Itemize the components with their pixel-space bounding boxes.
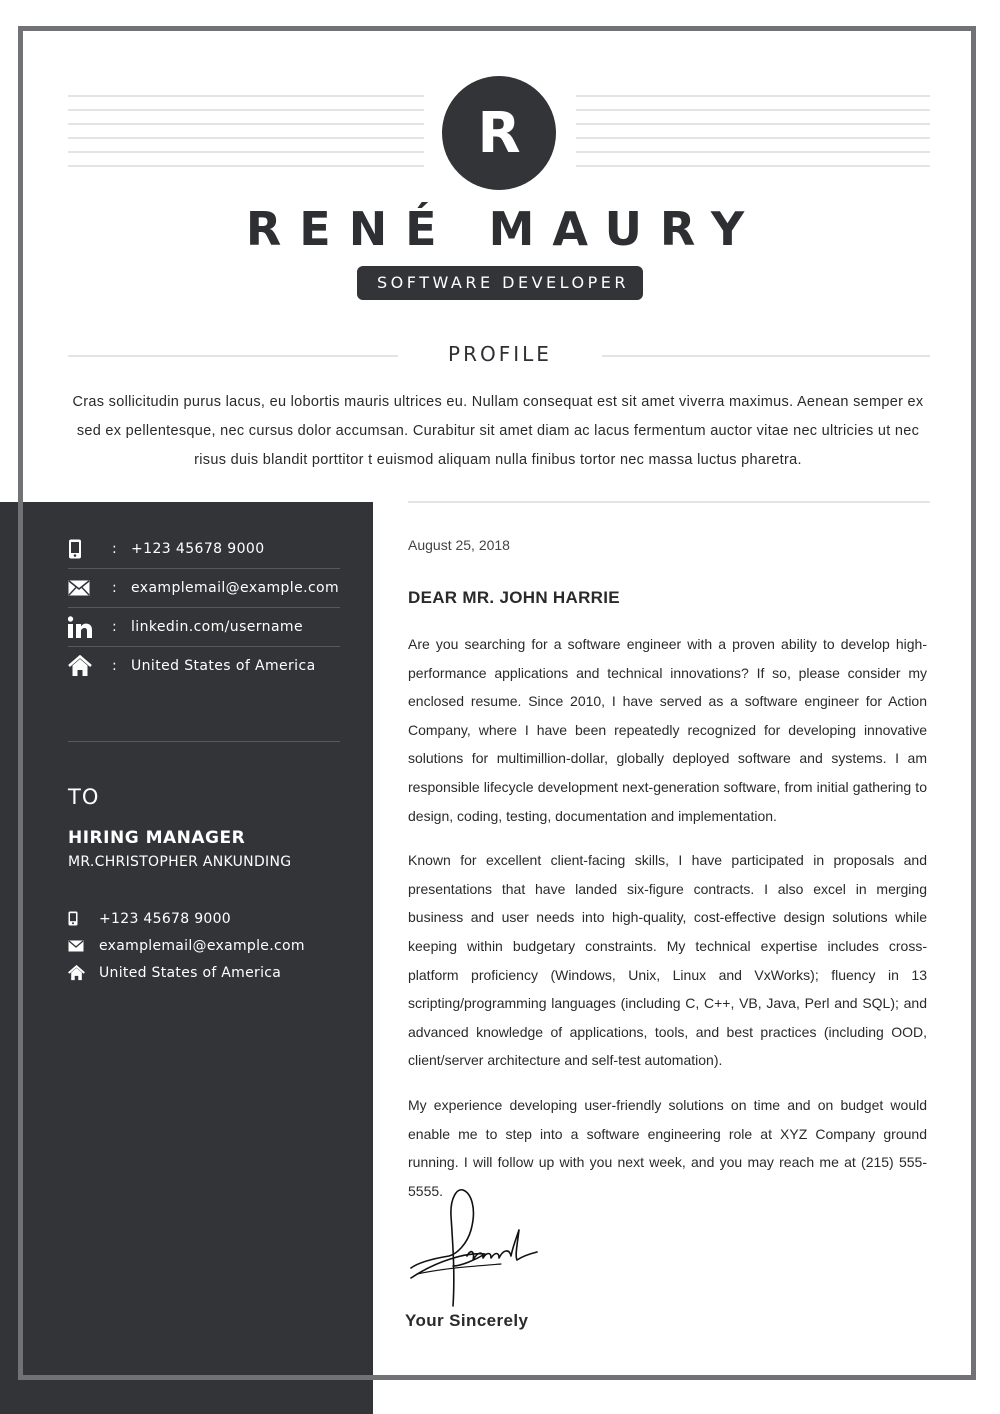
contact-linkedin: linkedin.com/username [131,619,303,635]
home-icon [68,965,99,981]
phone-icon [68,539,98,559]
header-stripes-left [68,95,424,165]
sidebar-divider [68,741,340,742]
contact-row-address: : United States of America [68,647,340,685]
letter-paragraph: My experience developing user-friendly solutions on time and on budget would enable me to step into a software engineering role at XYZ Company ground running. I will follow up with you next week, and you may reach me at (215) 555-5555. [408,1096,927,1199]
contact-phone: +123 45678 9000 [131,541,265,557]
linkedin-icon [68,616,98,638]
phone-icon [68,911,99,926]
letter-salutation: DEAR MR. JOHN HARRIE [408,588,620,607]
recipient-address: United States of America [99,964,282,981]
profile-heading: PROFILE [448,342,552,366]
contact-address: United States of America [131,658,316,674]
home-icon [68,655,98,677]
recipient-title: HIRING MANAGER [68,828,246,848]
handwritten-signature [405,1186,545,1314]
contact-row-linkedin: : linkedin.com/username [68,608,340,647]
mail-icon [68,940,99,952]
recipient-row-address [68,959,305,986]
recipient-name: MR.CHRISTOPHER ANKUNDING [68,854,292,870]
profile-bottom-divider [408,501,930,503]
recipient-row-phone [68,905,305,932]
profile-summary: Cras sollicitudin purus lacus, eu lobortis mauris ultrices eu. Nullam consequat est sit amet viverra maximus. Aenean semper ex sed ex pellentesque, nec cursus dolor accumsan. Curabitur sit amet diam ac lacus fermentum auctor vitae nec ultricies ut nec risus duis blandit porttitor t euismod aliquam nulla finibus tortor nec massa luctus pharetra. [72,394,924,468]
to-heading: TO [68,785,100,809]
mail-icon [68,580,98,596]
monogram-initial: R [477,100,521,166]
letter-closing: Your Sincerely [405,1311,529,1330]
recipient-row-email [68,932,305,959]
profile-divider-right [602,355,930,357]
contact-email: examplemail@example.com [131,580,340,596]
candidate-name: RENÉ MAURY [245,202,763,256]
letter-body [408,630,927,1221]
letter-date: August 25, 2018 [408,537,510,553]
recipient-phone: +123 45678 9000 [99,910,232,927]
letter-paragraph: Known for excellent client-facing skills, I have participated in proposals and presentations that have landed six-figure contracts. I also excel in merging business and user needs into high-quality, cost-effective design solutions while keeping within budgetary constraints. My technical expertise includes cross-platform proficiency (Windows, Unix, Linux and VxWorks); fluency in 13 scripting/programming languages (including C, C++, VB, Java, Perl and SQL); and advanced knowledge of applications, tools, and best practices (including OOD, client/server architecture and self-test automation). [408,852,927,1069]
role-badge: SOFTWARE DEVELOPER [357,266,643,300]
recipient-contact-list [68,905,305,986]
letter-paragraph: Are you searching for a software engineer with a proven ability to develop high-performance applications and technical innovations? If so, please consider my enclosed resume. Since 2010, I have served as a software engineer for Action Company, where I have been repeatedly recognized for developing innovative solutions for multimillion-dollar, globally deployed software and systems. I am responsible lifecycle development next-generation software, from initial gathering to design, coding, testing, documentation and implementation. [408,636,927,824]
monogram-logo [442,76,556,190]
header-stripes-right [576,95,930,165]
recipient-email: examplemail@example.com [99,937,305,954]
sender-contact-list [68,530,340,685]
contact-row-email: : examplemail@example.com [68,569,340,608]
contact-row-phone: : +123 45678 9000 [68,530,340,569]
